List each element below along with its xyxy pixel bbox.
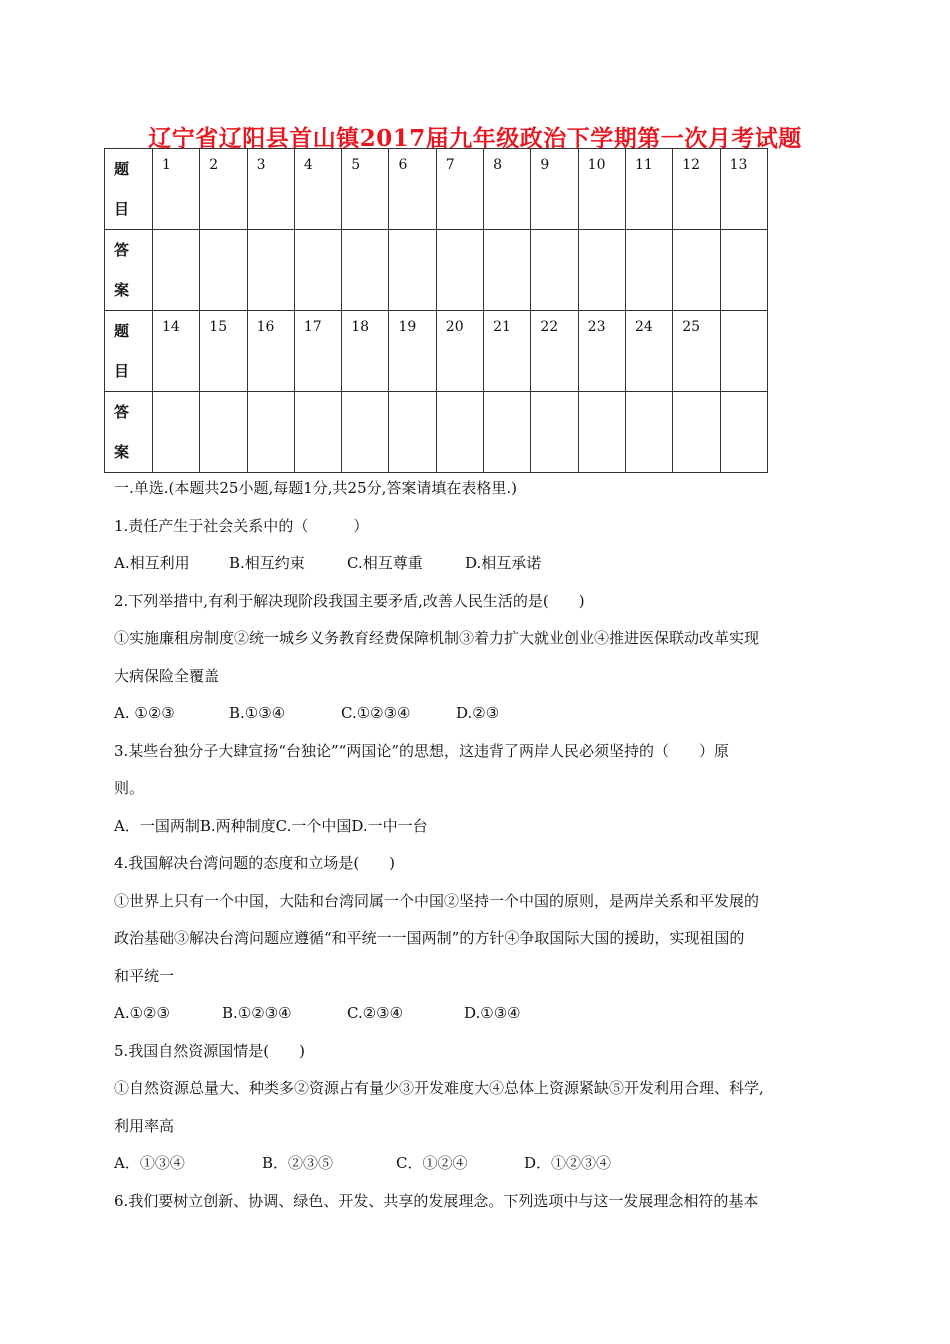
table-row bbox=[105, 149, 768, 230]
option-b: B.相互约束 bbox=[229, 554, 305, 572]
table-row bbox=[105, 230, 768, 311]
option-a: A. ①②③ bbox=[114, 704, 175, 722]
question-number: 23 bbox=[578, 311, 625, 392]
question-number bbox=[720, 311, 767, 392]
question-number: 4 bbox=[294, 149, 341, 230]
question-options: A．一国两制B.两种制度C.一个中国D.一中一台 bbox=[114, 816, 428, 835]
table-row bbox=[105, 392, 768, 473]
question-number: 6 bbox=[389, 149, 436, 230]
answer-cell[interactable] bbox=[673, 230, 720, 311]
row-label-answer: 答 案 bbox=[105, 230, 153, 311]
question-number: 18 bbox=[342, 311, 389, 392]
answer-cell[interactable] bbox=[247, 392, 294, 473]
option-c: C.相互尊重 bbox=[347, 554, 423, 572]
question-items: 大病保险全覆盖 bbox=[114, 666, 220, 685]
section-heading: 一.单选.(本题共25小题,每题1分,共25分,答案请填在表格里.) bbox=[114, 479, 518, 497]
row-label-answer: 答 案 bbox=[105, 392, 153, 473]
option-a: A．①③④ bbox=[114, 1154, 185, 1172]
question-items: ①实施廉租房制度②统一城乡义务教育经费保障机制③着力扩大就业创业④推进医保联动改革实现 bbox=[114, 629, 760, 647]
question-number: 5 bbox=[342, 149, 389, 230]
question-number: 12 bbox=[673, 149, 720, 230]
table-row bbox=[105, 311, 768, 392]
answer-cell[interactable] bbox=[153, 230, 200, 311]
option-b: B．②③⑤ bbox=[262, 1154, 334, 1172]
row-label-question: 题 目 bbox=[105, 149, 153, 230]
answer-cell[interactable] bbox=[247, 230, 294, 311]
option-d: D.相互承诺 bbox=[465, 554, 542, 572]
question-number: 2 bbox=[200, 149, 247, 230]
row-label-question: 题 目 bbox=[105, 311, 153, 392]
question-stem: 4.我国解决台湾问题的态度和立场是( ) bbox=[114, 854, 396, 872]
question-number: 16 bbox=[247, 311, 294, 392]
answer-cell[interactable] bbox=[484, 392, 531, 473]
question-number: 17 bbox=[294, 311, 341, 392]
question-number: 24 bbox=[625, 311, 672, 392]
question-stem: 6.我们要树立创新、协调、绿色、开发、共享的发展理念。下列选项中与这一发展理念相符的基本 bbox=[114, 1191, 759, 1210]
option-d: D.①③④ bbox=[464, 1004, 521, 1022]
page-title: 辽宁省辽阳县首山镇2017届九年级政治下学期第一次月考试题 bbox=[148, 125, 802, 152]
answer-cell[interactable] bbox=[389, 392, 436, 473]
question-stem: 则。 bbox=[114, 779, 145, 797]
answer-cell[interactable] bbox=[389, 230, 436, 311]
answer-cell[interactable] bbox=[720, 392, 767, 473]
question-options bbox=[114, 695, 844, 733]
answer-cell[interactable] bbox=[436, 230, 483, 311]
question-number: 9 bbox=[531, 149, 578, 230]
answer-cell[interactable] bbox=[294, 392, 341, 473]
answer-cell[interactable] bbox=[578, 392, 625, 473]
question-items: 利用率高 bbox=[114, 1116, 175, 1135]
answer-cell[interactable] bbox=[484, 230, 531, 311]
answer-cell[interactable] bbox=[200, 230, 247, 311]
question-number: 3 bbox=[247, 149, 294, 230]
answer-cell[interactable] bbox=[673, 392, 720, 473]
question-items: ①自然资源总量大、种类多②资源占有量少③开发难度大④总体上资源紧缺⑤开发利用合理、科学, bbox=[114, 1079, 764, 1097]
answer-cell[interactable] bbox=[342, 392, 389, 473]
question-number: 8 bbox=[484, 149, 531, 230]
answer-cell[interactable] bbox=[342, 230, 389, 311]
question-number: 21 bbox=[484, 311, 531, 392]
question-stem: 2.下列举措中,有利于解决现阶段我国主要矛盾,改善人民生活的是( ) bbox=[114, 591, 585, 610]
answer-cell[interactable] bbox=[720, 230, 767, 311]
question-number: 20 bbox=[436, 311, 483, 392]
question-number: 15 bbox=[200, 311, 247, 392]
option-b: B.①③④ bbox=[229, 704, 286, 722]
question-items: 政治基础③解决台湾问题应遵循“和平统一一国两制”的方针④争取国际大国的援助，实现祖国的 bbox=[114, 929, 745, 947]
answer-cell[interactable] bbox=[578, 230, 625, 311]
answer-cell[interactable] bbox=[294, 230, 341, 311]
question-number: 1 bbox=[153, 149, 200, 230]
question-stem: 5.我国自然资源国情是( ) bbox=[114, 1041, 306, 1060]
question-options bbox=[114, 545, 844, 583]
question-number: 11 bbox=[625, 149, 672, 230]
question-list bbox=[114, 470, 844, 1220]
question-stem: 1.责任产生于社会关系中的（ ） bbox=[114, 516, 369, 535]
question-options bbox=[114, 995, 844, 1033]
question-items: 和平统一 bbox=[114, 966, 175, 985]
question-number: 22 bbox=[531, 311, 578, 392]
option-c: C.②③④ bbox=[347, 1004, 404, 1022]
question-number: 19 bbox=[389, 311, 436, 392]
question-number: 7 bbox=[436, 149, 483, 230]
answer-cell[interactable] bbox=[436, 392, 483, 473]
question-number: 10 bbox=[578, 149, 625, 230]
option-d: D.②③ bbox=[456, 704, 500, 722]
option-c: C.①②③④ bbox=[341, 704, 411, 722]
option-c: C．①②④ bbox=[396, 1154, 468, 1172]
question-number: 14 bbox=[153, 311, 200, 392]
answer-table bbox=[104, 148, 768, 473]
question-number: 25 bbox=[673, 311, 720, 392]
question-stem: 3.某些台独分子大肆宣扬“台独论”“两国论”的思想，这违背了两岸人民必须坚持的（ ）原 bbox=[114, 741, 729, 760]
answer-cell[interactable] bbox=[200, 392, 247, 473]
option-a: A.①②③ bbox=[114, 1004, 170, 1022]
answer-cell[interactable] bbox=[531, 230, 578, 311]
question-options bbox=[114, 1145, 844, 1183]
option-a: A.相互利用 bbox=[114, 554, 190, 572]
question-items: ①世界上只有一个中国，大陆和台湾同属一个中国②坚持一个中国的原则，是两岸关系和平发展的 bbox=[114, 891, 760, 910]
answer-cell[interactable] bbox=[625, 230, 672, 311]
option-b: B.①②③④ bbox=[222, 1004, 292, 1022]
option-d: D．①②③④ bbox=[524, 1154, 612, 1172]
answer-cell[interactable] bbox=[153, 392, 200, 473]
answer-cell[interactable] bbox=[531, 392, 578, 473]
question-number: 13 bbox=[720, 149, 767, 230]
answer-cell[interactable] bbox=[625, 392, 672, 473]
